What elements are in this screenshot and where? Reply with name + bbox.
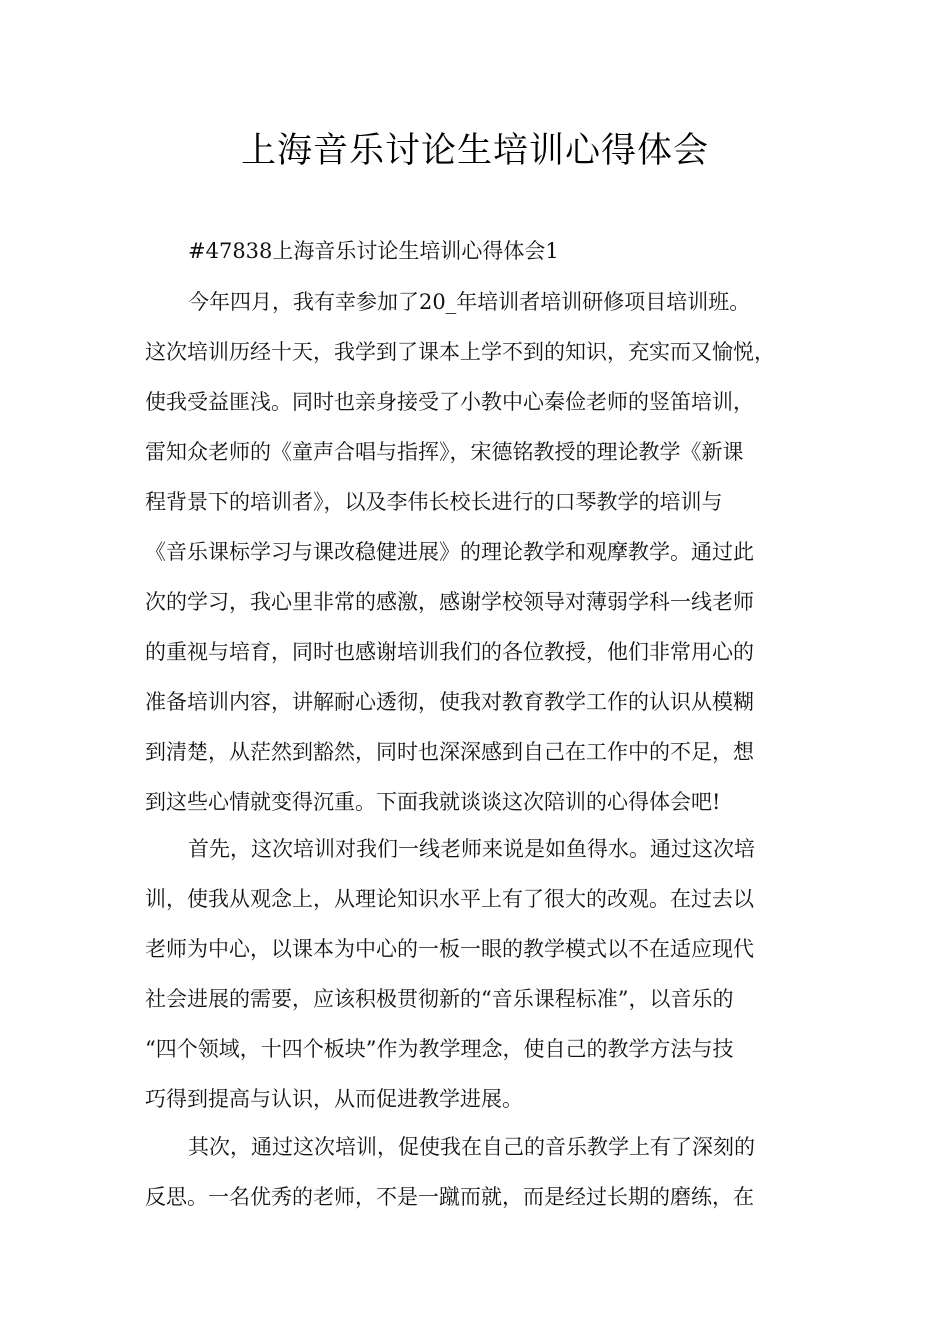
paragraph-line: 训，使我从观念上，从理论知识水平上有了很大的改观。在过去以 (145, 887, 754, 911)
paragraph-line: 雷知众老师的《童声合唱与指挥》，宋德铭教授的理论教学《新课 (145, 440, 744, 464)
paragraph-line: 到清楚，从茫然到豁然，同时也深深感到自己在工作中的不足，想 (145, 740, 754, 764)
paragraph-line: 今年四月，我有幸参加了20_年培训者培训研修项目培训班。 (188, 290, 751, 314)
paragraph-line: 使我受益匪浅。同时也亲身接受了小教中心秦俭老师的竖笛培训， (145, 390, 754, 414)
paragraph-line: 程背景下的培训者》，以及李伟长校长进行的口琴教学的培训与 (145, 490, 723, 514)
paragraph-line: 到这些心情就变得沉重。下面我就谈谈这次陪训的心得体会吧! (145, 790, 721, 814)
paragraph-line: 首先，这次培训对我们一线老师来说是如鱼得水。通过这次培 (188, 837, 755, 861)
paragraph-line: 《音乐课标学习与课改稳健进展》的理论教学和观摩教学。通过此 (145, 540, 754, 564)
paragraph-line: 其次，通过这次培训，促使我在自己的音乐教学上有了深刻的 (188, 1135, 755, 1159)
paragraph-line: 次的学习，我心里非常的感激，感谢学校领导对薄弱学科一线老师 (145, 590, 754, 614)
paragraph-line: 巧得到提高与认识，从而促进教学进展。 (145, 1087, 523, 1111)
paragraph-line: 这次培训历经十天，我学到了课本上学不到的知识，充实而又愉悦， (145, 340, 775, 364)
paragraph-line: 的重视与培育，同时也感谢培训我们的各位教授，他们非常用心的 (145, 640, 754, 664)
paragraph-line: 社会进展的需要，应该积极贯彻新的“音乐课程标准”，以音乐的 (145, 987, 734, 1011)
paragraph-line: “四个领域，十四个板块”作为教学理念，使自己的教学方法与技 (145, 1037, 734, 1061)
paragraph-line: 老师为中心，以课本为中心的一板一眼的教学模式以不在适应现代 (145, 937, 754, 961)
document-subtitle: #47838上海音乐讨论生培训心得体会1 (188, 239, 559, 263)
document-title: 上海音乐讨论生培训心得体会 (240, 131, 709, 171)
paragraph-line: 准备培训内容，讲解耐心透彻，使我对教育教学工作的认识从模糊 (145, 690, 754, 714)
paragraph-line: 反思。一名优秀的老师，不是一蹴而就，而是经过长期的磨练，在 (145, 1185, 754, 1209)
